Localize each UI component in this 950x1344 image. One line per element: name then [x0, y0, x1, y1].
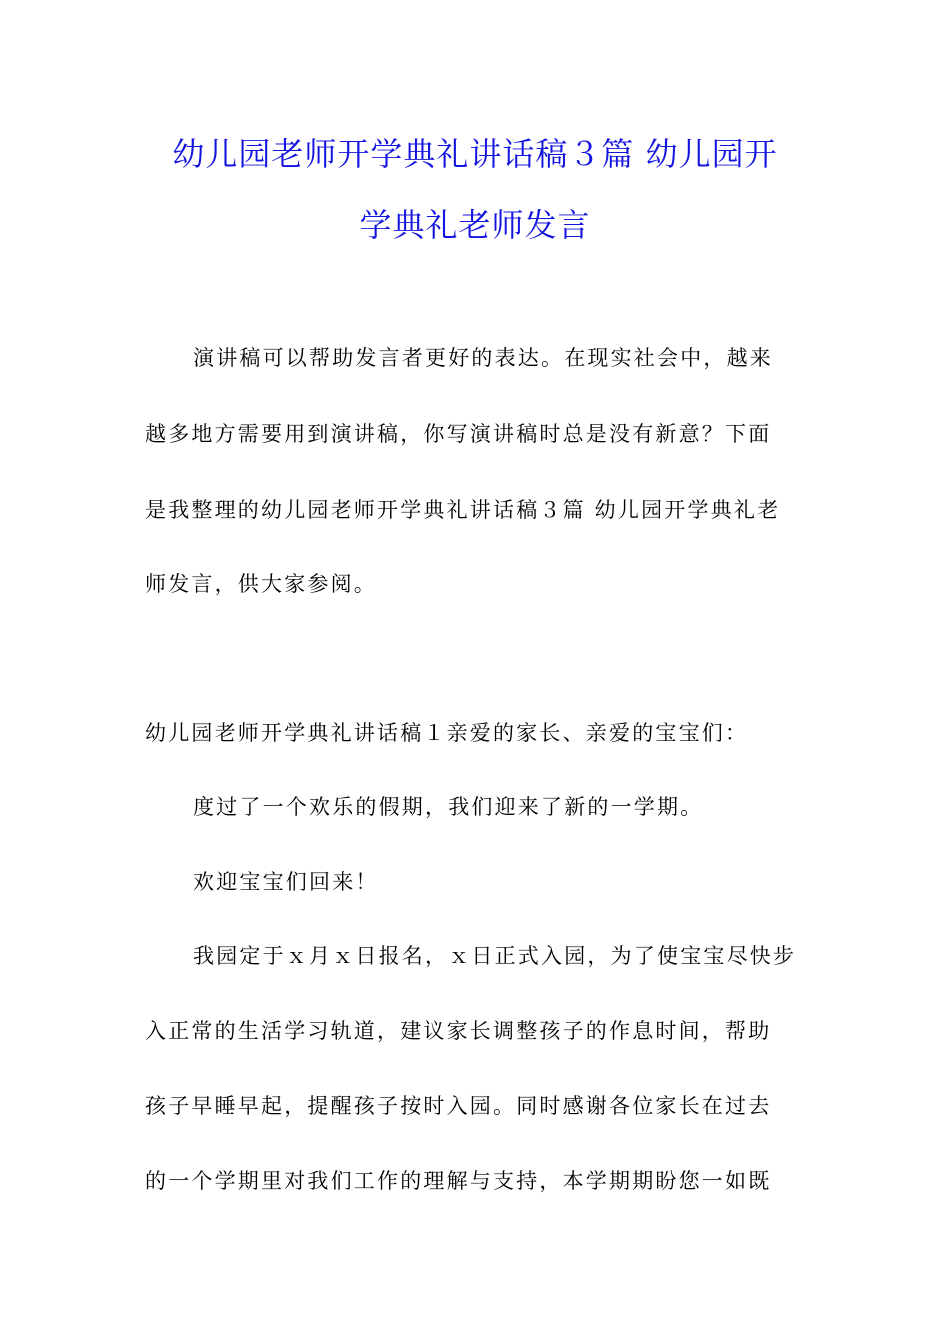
intro-line-4: 师发言，供大家参阅。: [145, 572, 377, 596]
paragraph-3-line-1: 我园定于ｘ月ｘ日报名，ｘ日正式入园，为了使宝宝尽快步: [193, 944, 797, 968]
paragraph-3-line-4: 的一个学期里对我们工作的理解与支持，本学期期盼您一如既: [145, 1169, 772, 1193]
document-title-line-2: 学典礼老师发言: [359, 206, 591, 244]
intro-line-2: 越多地方需要用到演讲稿，你写演讲稿时总是没有新意？下面: [145, 422, 772, 446]
intro-line-3: 是我整理的幼儿园老师开学典礼讲话稿３篇 幼儿园开学典礼老: [145, 498, 781, 522]
section-1-heading: 幼儿园老师开学典礼讲话稿１亲爱的家长、亲爱的宝宝们：: [145, 721, 749, 745]
intro-line-1: 演讲稿可以帮助发言者更好的表达。在现实社会中，越来: [193, 346, 773, 370]
paragraph-2: 欢迎宝宝们回来！: [193, 870, 379, 894]
paragraph-3-line-2: 入正常的生活学习轨道，建议家长调整孩子的作息时间，帮助: [145, 1019, 772, 1043]
document-title-line-1: 幼儿园老师开学典礼讲话稿３篇 幼儿园开: [172, 135, 778, 173]
paragraph-3-line-3: 孩子早睡早起，提醒孩子按时入园。同时感谢各位家长在过去: [145, 1094, 772, 1118]
paragraph-1: 度过了一个欢乐的假期，我们迎来了新的一学期。: [193, 795, 704, 819]
